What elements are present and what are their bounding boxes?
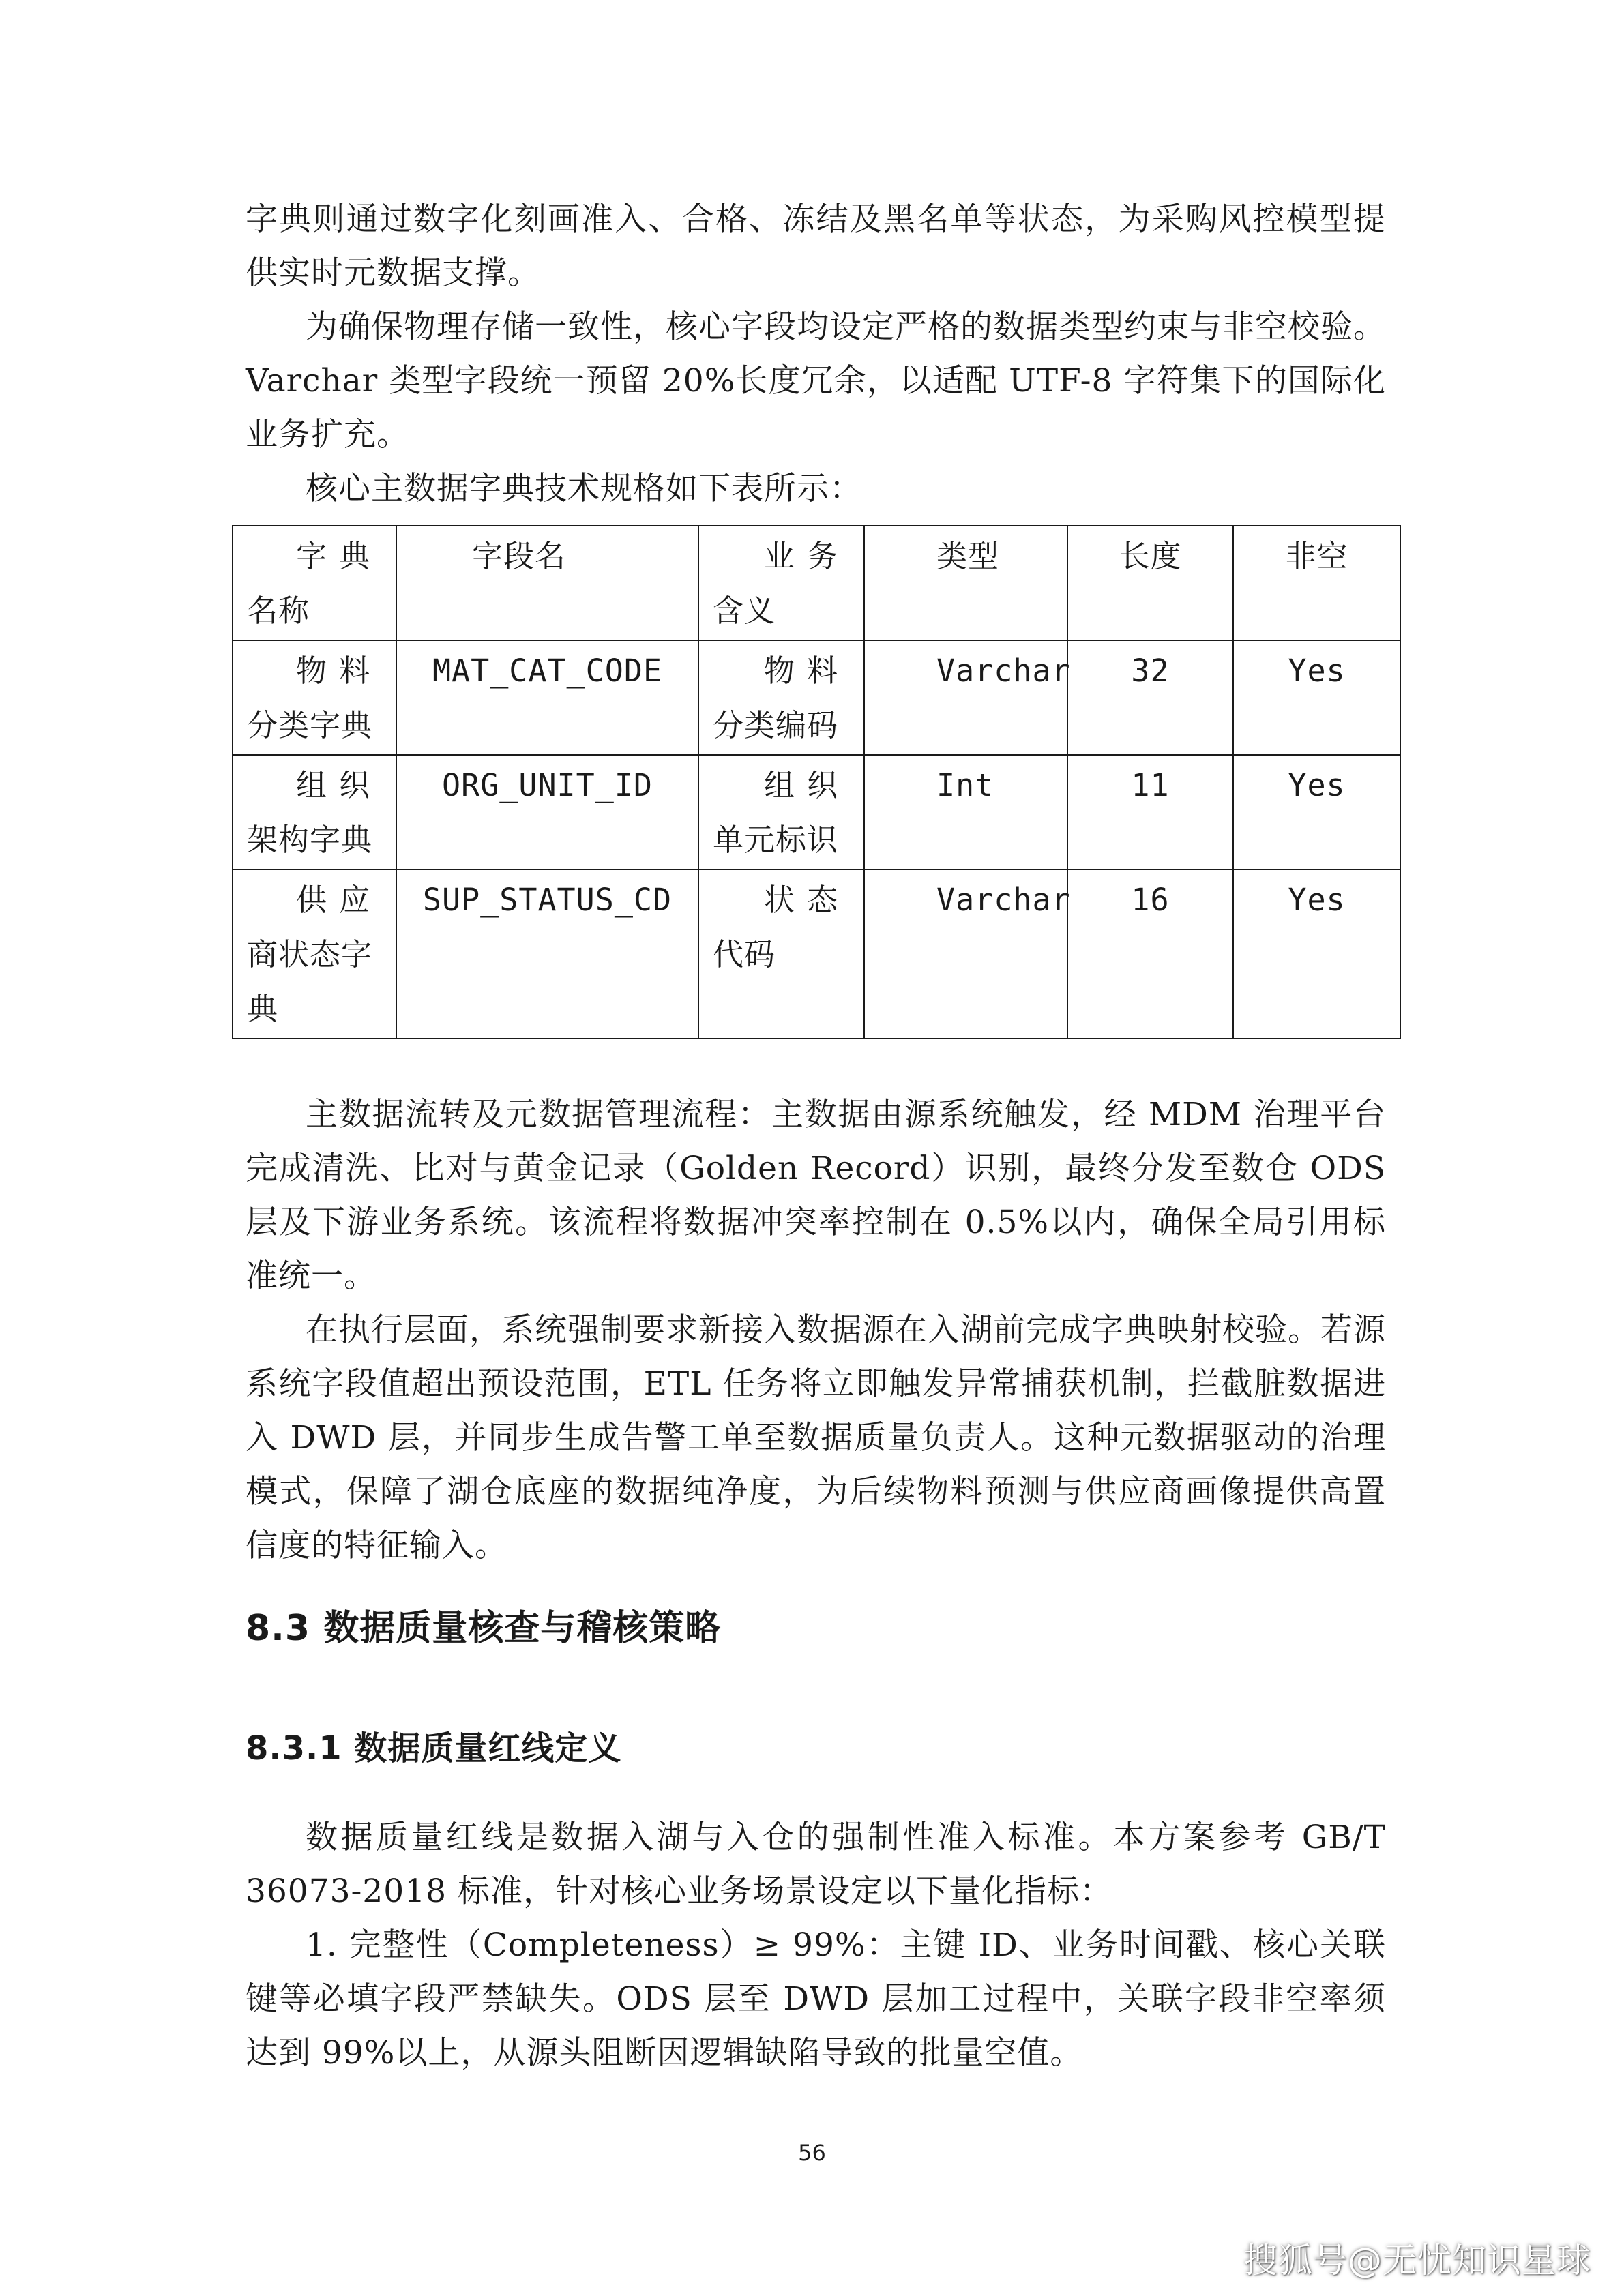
cell-field-name: SUP_STATUS_CD — [396, 869, 698, 1039]
header-field-name: 字段名 — [396, 526, 698, 640]
cell-dict-name: 组织 架构字典 — [233, 755, 396, 869]
cell-dict-name: 物料 分类字典 — [233, 640, 396, 755]
cell-not-null: Yes — [1233, 869, 1400, 1039]
cell-length: 16 — [1067, 869, 1233, 1039]
cell-dict-name: 供应 商状态字典 — [233, 869, 396, 1039]
cell-field-name: ORG_UNIT_ID — [396, 755, 698, 869]
header-length: 长度 — [1067, 526, 1233, 640]
table-row — [233, 640, 1400, 755]
cell-business-meaning: 状态 代码 — [698, 869, 864, 1039]
cell-business-meaning: 物料 分类编码 — [698, 640, 864, 755]
paragraph-table-intro: 核心主数据字典技术规格如下表所示： — [306, 470, 862, 507]
cell-field-name: MAT_CAT_CODE — [396, 640, 698, 755]
paragraph-dictionary-status: 字典则通过数字化刻画准入、合格、冻结及黑名单等状态，为采购风控模型提供实时元数据支撑。 — [246, 200, 1386, 292]
header-not-null: 非空 — [1233, 526, 1400, 640]
header-type: 类型 — [864, 526, 1067, 640]
flow-text-block — [246, 1088, 1386, 1572]
paragraph-master-data-flow: 主数据流转及元数据管理流程：主数据由源系统触发，经 MDM 治理平台完成清洗、比对与黄金记录（Golden Record）识别，最终分发至数仓 ODS 层及下游业务系统。该流程将数据冲突率控制在 0.5%以内，确保全局引用标准统一。 — [246, 1096, 1386, 1295]
table-header-row — [233, 526, 1400, 640]
table-row — [233, 755, 1400, 869]
master-data-dictionary-table — [232, 525, 1401, 1039]
paragraph-execution-layer: 在执行层面，系统强制要求新接入数据源在入湖前完成字典映射校验。若源系统字段值超出预设范围，ETL 任务将立即触发异常捕获机制，拦截脏数据进入 DWD 层，并同步生成告警工单至数据质量负责人。这种元数据驱动的治理模式，保障了湖仓底座的数据纯净度，为后续物料预测与供应商画像提供高置信度的特征输入。 — [246, 1311, 1386, 1564]
cell-business-meaning: 组织 单元标识 — [698, 755, 864, 869]
header-dict-name: 字典 名称 — [233, 526, 396, 640]
paragraph-quality-redline: 数据质量红线是数据入湖与入仓的强制性准入标准。本方案参考 GB/T 36073-2018 标准，针对核心业务场景设定以下量化指标： — [246, 1819, 1386, 1910]
intro-text-block — [246, 192, 1386, 516]
paragraph-storage-consistency: 为确保物理存储一致性，核心字段均设定严格的数据类型约束与非空校验。Varchar 类型字段统一预留 20%长度冗余，以适配 UTF-8 字符集下的国际化业务扩充。 — [246, 308, 1386, 453]
section-heading: 8.3 数据质量核查与稽核策略 — [246, 1608, 722, 1649]
subsection-heading: 8.3.1 数据质量红线定义 — [246, 1729, 622, 1768]
paragraph-completeness: 1. 完整性（Completeness）≥ 99%：主键 ID、业务时间戳、核心关联键等必填字段严禁缺失。ODS 层至 DWD 层加工过程中，关联字段非空率须达到 99%以上，从源头阻断因逻辑缺陷导致的批量空值。 — [246, 1926, 1386, 2072]
watermark: 搜狐号@无忧知识星球 — [1243, 2241, 1591, 2280]
table-row — [233, 869, 1400, 1039]
quality-text-block — [246, 1810, 1386, 2080]
cell-not-null: Yes — [1233, 640, 1400, 755]
header-business-meaning: 业务 含义 — [698, 526, 864, 640]
cell-length: 32 — [1067, 640, 1233, 755]
cell-type: Varchar — [864, 640, 1067, 755]
page-number: 56 — [798, 2140, 826, 2166]
cell-length: 11 — [1067, 755, 1233, 869]
cell-not-null: Yes — [1233, 755, 1400, 869]
cell-type: Varchar — [864, 869, 1067, 1039]
cell-type: Int — [864, 755, 1067, 869]
